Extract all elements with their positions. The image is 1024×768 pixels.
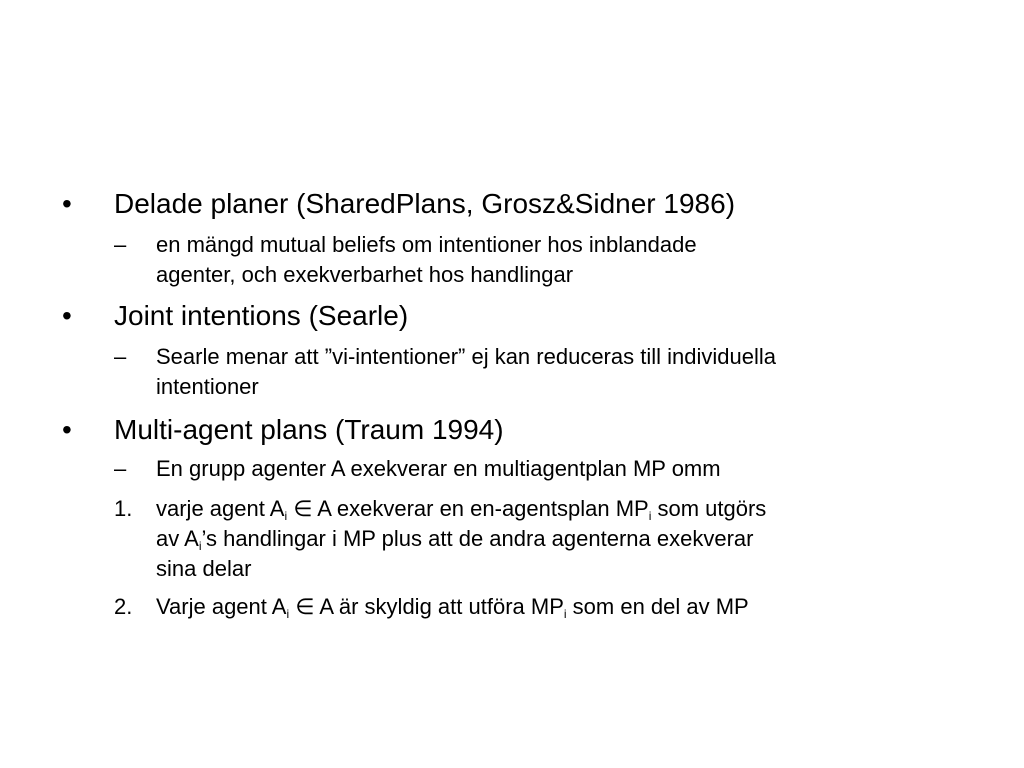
text-run: som en del av MP: [566, 594, 749, 619]
dash-marker: –: [114, 344, 127, 369]
text-run: som utgörs: [651, 496, 767, 521]
dash-marker: –: [114, 232, 127, 257]
numbered-text-line: [156, 594, 749, 620]
subscript: i: [648, 509, 652, 523]
sub-text-line: en mängd mutual beliefs om intentioner hos inblandade: [156, 232, 697, 257]
number-marker: 1.: [114, 496, 133, 521]
text-run: ∈ A är skyldig att utföra MP: [289, 594, 564, 619]
bullet-marker: •: [62, 300, 72, 331]
text-run: ’s handlingar i MP plus att de andra agenterna exekverar: [201, 526, 754, 551]
text-run: av A: [156, 526, 199, 551]
sub-text-line: intentioner: [156, 374, 259, 399]
dash-marker: –: [114, 456, 127, 481]
sub-text-line: agenter, och exekverbarhet hos handlingar: [156, 262, 574, 287]
bullet-text-shared-plans: Delade planer (SharedPlans, Grosz&Sidner 1986): [114, 188, 736, 219]
text-run: Varje agent A: [156, 594, 287, 619]
sub-text-line: Searle menar att ”vi-intentioner” ej kan reduceras till individuella: [156, 344, 776, 369]
text-run: ∈ A exekverar en en-agentsplan MP: [287, 496, 649, 521]
sub-text-line: En grupp agenter A exekverar en multiagentplan MP omm: [156, 456, 721, 481]
subscript: i: [284, 509, 288, 523]
bullet-marker: •: [62, 188, 72, 219]
bullet-text-joint-intentions: Joint intentions (Searle): [114, 300, 409, 331]
bullet-text-multi-agent-plans: Multi-agent plans (Traum 1994): [114, 414, 504, 445]
numbered-text-line: [156, 526, 753, 552]
subscript: i: [198, 539, 202, 553]
text-run: varje agent A: [156, 496, 285, 521]
subscript: i: [563, 607, 567, 621]
number-marker: 2.: [114, 594, 133, 619]
numbered-text-line: sina delar: [156, 556, 252, 581]
numbered-text-line: [156, 496, 766, 522]
bullet-marker: •: [62, 414, 72, 445]
subscript: i: [286, 607, 290, 621]
